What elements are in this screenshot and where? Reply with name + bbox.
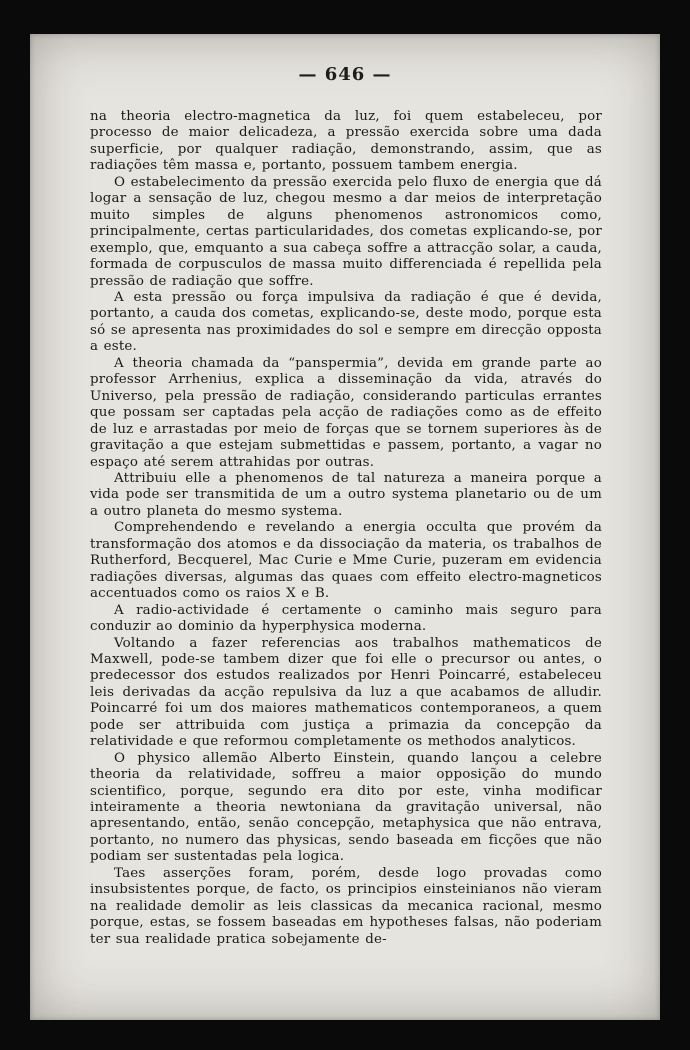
paragraph: A radio-actividade é certamente o caminho mais seguro para conduzir ao dominio da hyperphysica moderna. <box>90 602 602 635</box>
document-page <box>30 34 660 1020</box>
paragraph: Attribuiu elle a phenomenos de tal natureza a maneira porque a vida pode ser transmitida de um a outro systema planetario ou de um a outro planeta do mesmo systema. <box>90 470 602 519</box>
paragraph: A esta pressão ou força impulsiva da radiação é que é devida, portanto, a cauda dos cometas, explicando-se, deste modo, porque esta só se apresenta nas proximidades do sol e sempre em direcção opposta a este. <box>90 289 602 355</box>
paragraph: O physico allemão Alberto Einstein, quando lançou a celebre theoria da relatividade, soffreu a maior opposição do mundo scientifico, porque, segundo era dito por este, vinha modificar inteiramente a theoria newtoniana da gravitação universal, não apresentando, então, senão concepção, metaphysica que não entrava, portanto, no numero das physicas, sendo baseada em ficções que não podiam ser sustentadas pela logica. <box>90 750 602 865</box>
text-block <box>90 109 602 948</box>
paragraph: na theoria electro-magnetica da luz, foi quem estabeleceu, por processo de maior delicadeza, a pressão exercida sobre uma dada superficie, por qualquer radiação, demonstrando, assim, que as radiações têm massa e, portanto, possuem tambem energia. <box>90 109 602 174</box>
paragraph: O estabelecimento da pressão exercida pelo fluxo de energia que dá logar a sensação de luz, chegou mesmo a dar meios de interpretação muito simples de alguns phenomenos astronomicos como, principalmente, certas particularidades, dos cometas explicando-se, por exemplo, que, emquanto a sua cabeça soffre a attracção solar, a cauda, formada de corpusculos de massa muito differenciada é repellida pela pressão de radiação que soffre. <box>90 174 602 289</box>
page-number: — 646 — <box>298 64 392 85</box>
paragraph: Taes asserções foram, porém, desde logo provadas como insubsistentes porque, de facto, os principios einsteinianos não vieram na realidade demolir as leis classicas da mecanica racional, mesmo porque, estas, se fossem baseadas em hypotheses falsas, não poderiam ter sua realidade pratica sobejamente de- <box>90 865 602 947</box>
paragraph: Comprehendendo e revelando a energia occulta que provém da transformação dos atomos e da dissociação da materia, os trabalhos de Rutherford, Becquerel, Mac Curie e Mme Curie, puzeram em evidencia radiações diversas, algumas das quaes com effeito electro-magneticos accentuados como os raios X e B. <box>90 520 602 602</box>
paragraph: Voltando a fazer referencias aos trabalhos mathematicos de Maxwell, pode-se tambem dizer que foi elle o precursor ou antes, o predecessor dos estudos realizados por Henri Poincarré, estabeleceu leis derivadas da acção repulsiva da luz a que acabamos de alludir. Poincarré foi um dos maiores mathematicos contemporaneos, a quem pode ser attribuida com justiça a primazia da concepção da relatividade e que reformou completamente os methodos analyticos. <box>90 635 602 750</box>
paragraph: A theoria chamada da “panspermia”, devida em grande parte ao professor Arrhenius, explica a disseminação da vida, através do Universo, pela pressão de radiação, considerando particulas errantes que possam ser captadas pela acção de radiações como as de effeito de luz e arrastadas por meio de forças que se tornem superiores às de gravitação a que estejam submettidas e passem, portanto, a vagar no espaço até serem attrahidas por outras. <box>90 355 602 470</box>
